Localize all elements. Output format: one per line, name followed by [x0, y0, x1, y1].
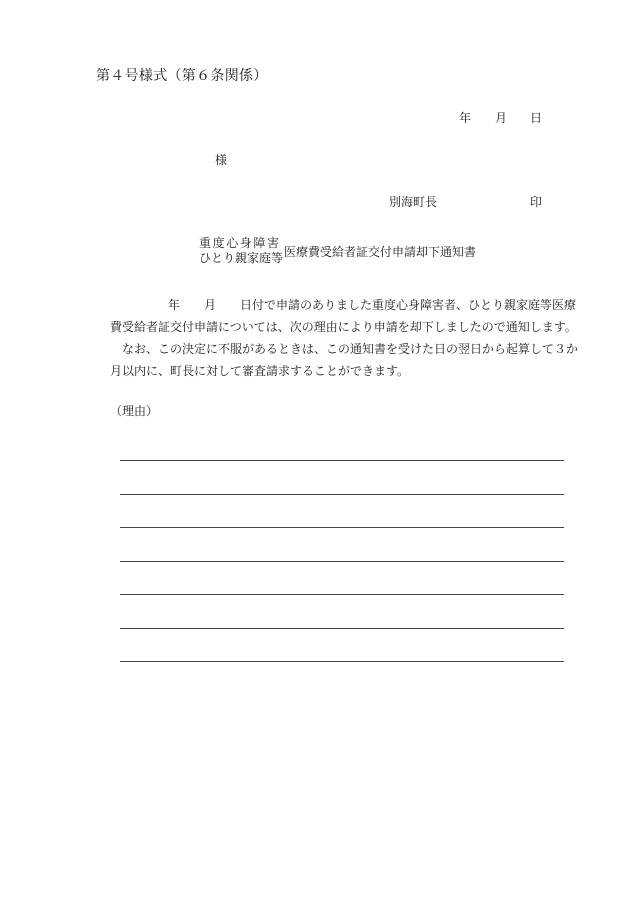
body-line-4: 月以内に、町長に対して審査請求することができます。 — [110, 364, 410, 378]
reason-blank-line — [120, 561, 564, 562]
title-prefix-line2: ひとり親家庭等 — [199, 251, 284, 265]
body-year-label: 年 — [168, 298, 181, 312]
reason-blank-line — [120, 460, 564, 461]
body-line-3: なお、この決定に不服があるときは、この通知書を受けた日の翌日から起算して３か — [122, 342, 579, 356]
title-main: 医療費受給者証交付申請却下通知書 — [284, 245, 477, 259]
recipient-honorific: 様 — [215, 153, 228, 167]
body-line-2: 費受給者証交付申請については、次の理由により申請を却下しましたので通知します。 — [110, 320, 577, 334]
reason-blank-line — [120, 527, 564, 528]
reason-blank-line — [120, 628, 564, 629]
reason-label: （理由） — [110, 404, 159, 418]
seal-mark: 印 — [530, 195, 543, 209]
reason-blank-line — [120, 494, 564, 495]
body-month-label: 月 — [204, 298, 217, 312]
body-line-1-text: 日付で申請のありました重度心身障害者、ひとり親家庭等医療 — [240, 298, 577, 312]
reason-blank-line — [120, 661, 564, 662]
form-number: 第４号様式（第６条関係） — [96, 68, 268, 84]
notice-body — [110, 294, 580, 382]
reason-blank-line — [120, 594, 564, 595]
date-year-label: 年 — [459, 111, 472, 125]
title-prefix-line1: 重度心身障害 — [199, 236, 281, 250]
body-line-1 — [110, 294, 580, 316]
document-title — [199, 236, 476, 266]
issuer-name: 別海町長 — [389, 195, 438, 209]
date-day-label: 日 — [530, 111, 543, 125]
date-month-label: 月 — [495, 111, 508, 125]
title-prefix-stack — [199, 236, 283, 266]
